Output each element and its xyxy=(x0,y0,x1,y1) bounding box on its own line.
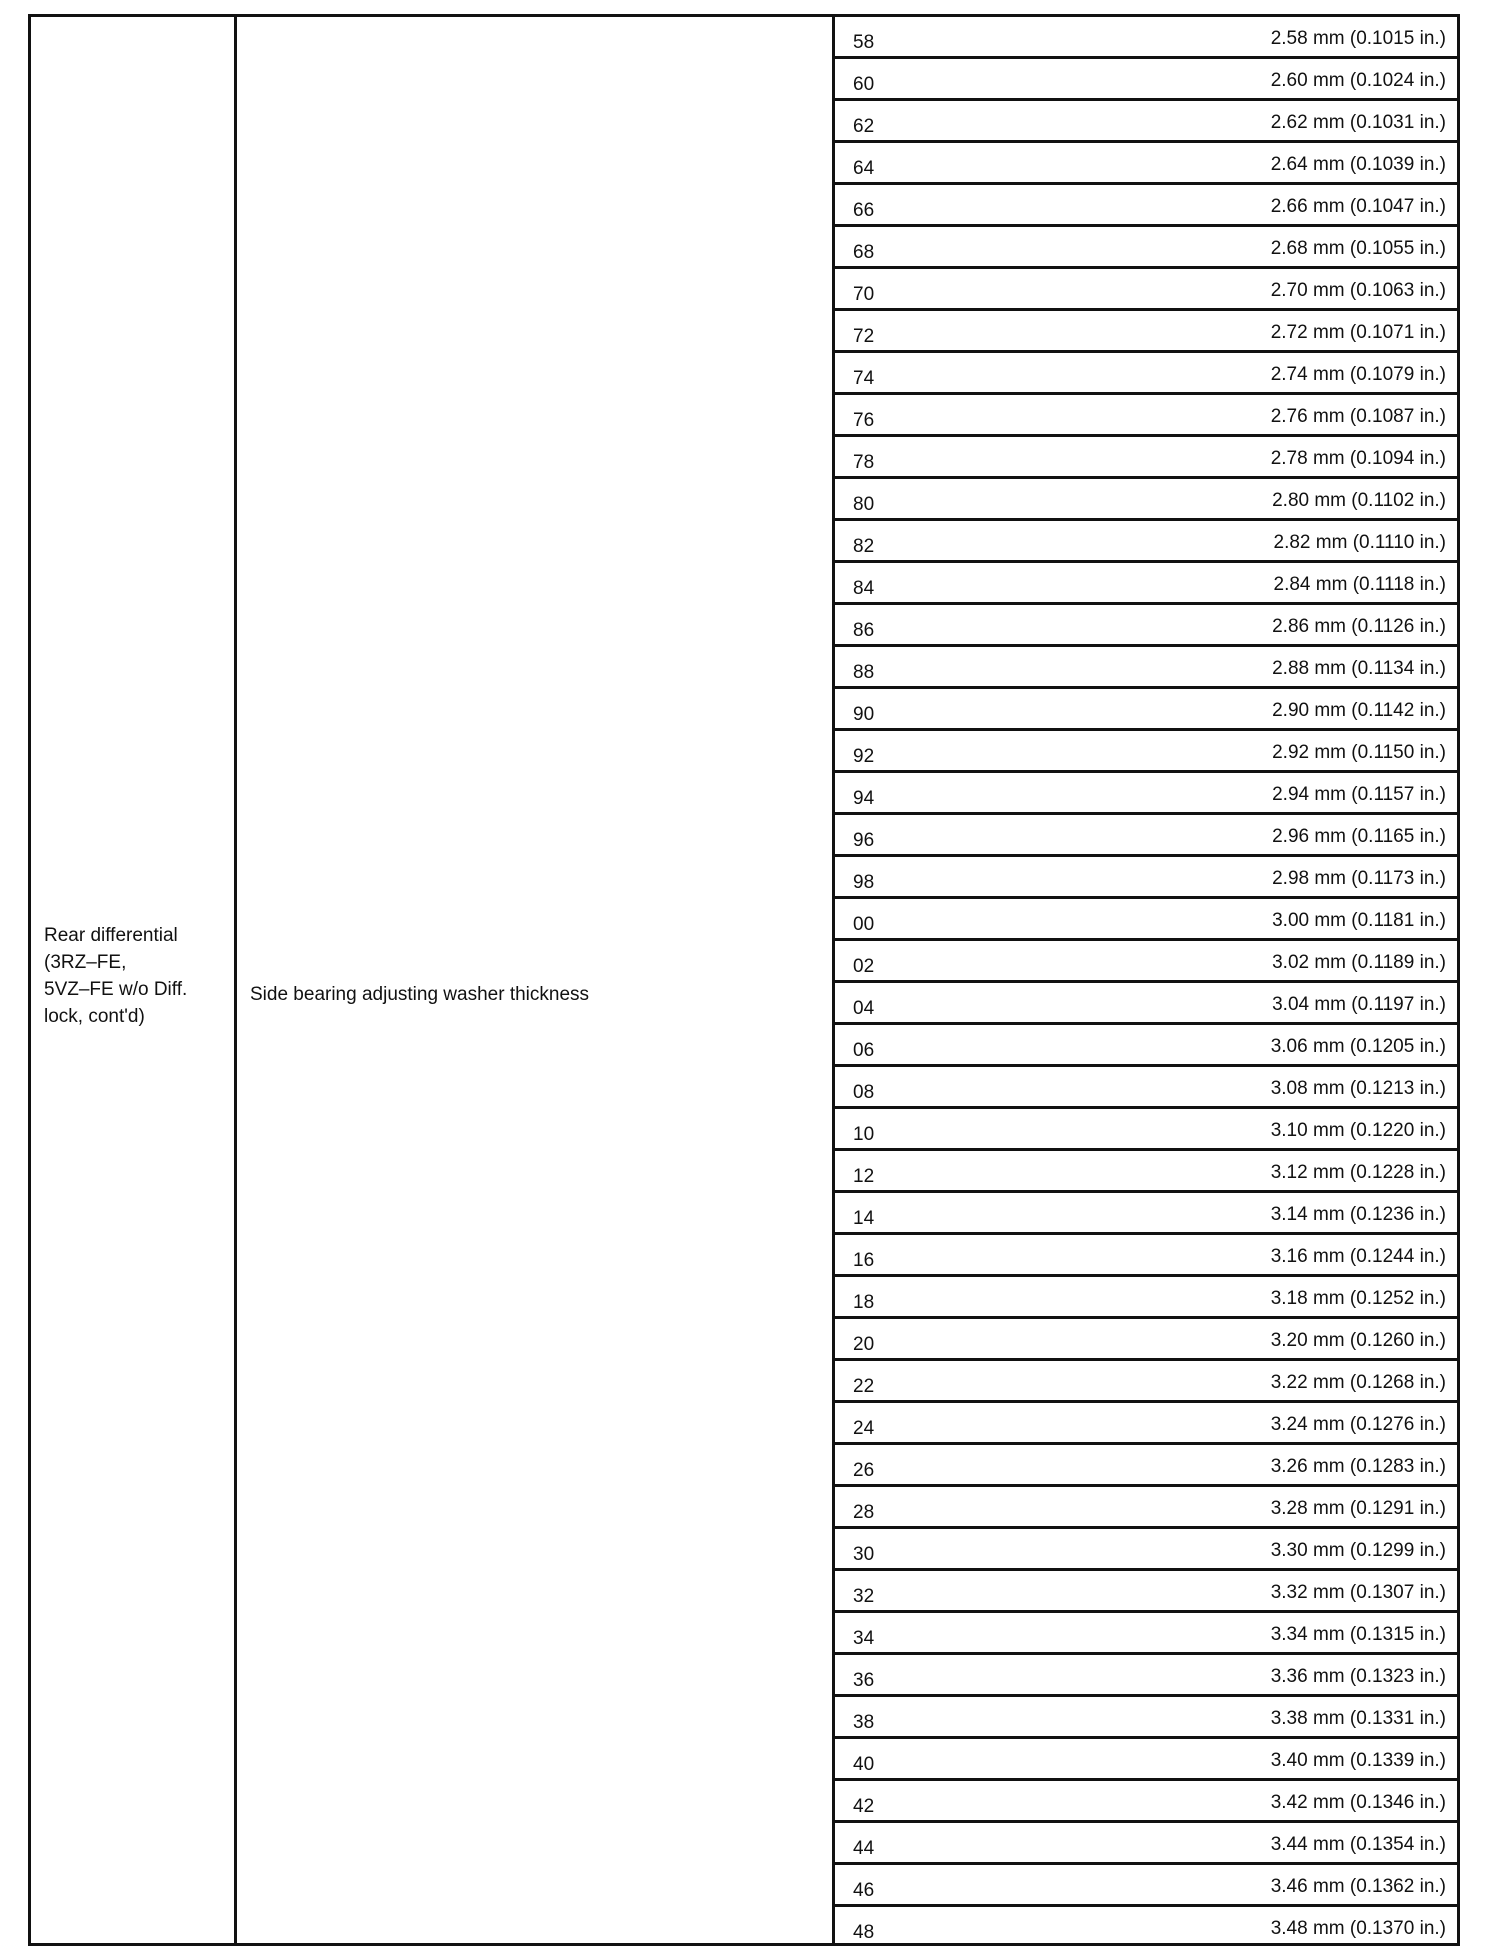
table-row xyxy=(832,1904,1460,1946)
washer-mark: 86 xyxy=(853,620,875,641)
table-row xyxy=(832,350,1460,392)
washer-mark: 36 xyxy=(853,1670,875,1691)
washer-mark: 68 xyxy=(853,242,875,263)
washer-mark: 16 xyxy=(853,1250,875,1271)
washer-thickness: 2.66 mm (0.1047 in.) xyxy=(1270,196,1446,217)
washer-mark: 70 xyxy=(853,284,875,305)
table-row xyxy=(832,896,1460,938)
washer-mark: 02 xyxy=(853,956,875,977)
table-row xyxy=(832,854,1460,896)
table-row xyxy=(832,56,1460,98)
washer-mark: 74 xyxy=(853,368,875,389)
washer-thickness: 3.10 mm (0.1220 in.) xyxy=(1270,1120,1446,1141)
washer-mark: 04 xyxy=(853,998,875,1019)
table-row xyxy=(832,1358,1460,1400)
table-row xyxy=(832,1106,1460,1148)
washer-mark: 84 xyxy=(853,578,875,599)
washer-mark: 88 xyxy=(853,662,875,683)
washer-thickness: 2.64 mm (0.1039 in.) xyxy=(1270,154,1446,175)
table-row xyxy=(832,1568,1460,1610)
washer-mark: 22 xyxy=(853,1376,875,1397)
table-row xyxy=(832,770,1460,812)
washer-thickness: 2.82 mm (0.1110 in.) xyxy=(1273,532,1446,553)
washer-mark: 78 xyxy=(853,452,875,473)
table-row xyxy=(832,980,1460,1022)
washer-mark: 96 xyxy=(853,830,875,851)
washer-mark: 82 xyxy=(853,536,875,557)
washer-thickness: 3.16 mm (0.1244 in.) xyxy=(1270,1246,1446,1267)
washer-thickness: 3.02 mm (0.1189 in.) xyxy=(1272,952,1446,973)
washer-thickness: 3.18 mm (0.1252 in.) xyxy=(1270,1288,1446,1309)
washer-thickness: 3.36 mm (0.1323 in.) xyxy=(1270,1666,1446,1687)
washer-mark: 18 xyxy=(853,1292,875,1313)
washer-thickness: 3.38 mm (0.1331 in.) xyxy=(1270,1708,1446,1729)
table-row xyxy=(832,602,1460,644)
washer-thickness: 3.28 mm (0.1291 in.) xyxy=(1270,1498,1446,1519)
table-row xyxy=(832,182,1460,224)
washer-thickness: 3.48 mm (0.1370 in.) xyxy=(1270,1918,1446,1939)
table-row xyxy=(832,1316,1460,1358)
washer-thickness: 3.46 mm (0.1362 in.) xyxy=(1270,1876,1446,1897)
table-row xyxy=(832,98,1460,140)
table-row xyxy=(832,1232,1460,1274)
washer-mark: 30 xyxy=(853,1544,875,1565)
washer-thickness: 2.84 mm (0.1118 in.) xyxy=(1273,574,1446,595)
table-row xyxy=(832,1400,1460,1442)
washer-thickness: 2.68 mm (0.1055 in.) xyxy=(1270,238,1446,259)
washer-mark: 10 xyxy=(853,1124,875,1145)
table-row xyxy=(832,644,1460,686)
washer-mark: 66 xyxy=(853,200,875,221)
washer-mark: 12 xyxy=(853,1166,875,1187)
washer-mark: 62 xyxy=(853,116,875,137)
table-row xyxy=(832,1652,1460,1694)
table-row xyxy=(832,1736,1460,1778)
washer-mark: 26 xyxy=(853,1460,875,1481)
washer-thickness: 3.08 mm (0.1213 in.) xyxy=(1270,1078,1446,1099)
table-row xyxy=(832,1526,1460,1568)
washer-thickness: 2.62 mm (0.1031 in.) xyxy=(1270,112,1446,133)
washer-thickness: 2.58 mm (0.1015 in.) xyxy=(1270,28,1446,49)
table-row xyxy=(832,728,1460,770)
table-row xyxy=(832,1442,1460,1484)
item-cell: Side bearing adjusting washer thickness xyxy=(250,984,590,1005)
washer-thickness: 2.60 mm (0.1024 in.) xyxy=(1270,70,1446,91)
washer-mark: 80 xyxy=(853,494,875,515)
table-row xyxy=(832,224,1460,266)
washer-thickness: 2.74 mm (0.1079 in.) xyxy=(1270,364,1446,385)
component-line: Rear differential xyxy=(44,925,178,946)
washer-mark: 94 xyxy=(853,788,875,809)
washer-mark: 28 xyxy=(853,1502,875,1523)
table-row xyxy=(832,140,1460,182)
table-row xyxy=(832,266,1460,308)
table-row xyxy=(832,560,1460,602)
table-row xyxy=(832,686,1460,728)
washer-mark: 20 xyxy=(853,1334,875,1355)
washer-thickness: 3.44 mm (0.1354 in.) xyxy=(1270,1834,1446,1855)
component-line: 5VZ–FE w/o Diff. xyxy=(44,979,188,1000)
washer-thickness: 2.80 mm (0.1102 in.) xyxy=(1272,490,1446,511)
washer-mark: 42 xyxy=(853,1796,875,1817)
washer-thickness: 3.32 mm (0.1307 in.) xyxy=(1270,1582,1446,1603)
washer-thickness: 2.76 mm (0.1087 in.) xyxy=(1270,406,1446,427)
washer-thickness: 2.70 mm (0.1063 in.) xyxy=(1270,280,1446,301)
table-row xyxy=(832,14,1460,56)
table-row xyxy=(832,812,1460,854)
washer-mark: 24 xyxy=(853,1418,875,1439)
component-line: (3RZ–FE, xyxy=(44,952,127,973)
washer-mark: 76 xyxy=(853,410,875,431)
washer-thickness: 3.24 mm (0.1276 in.) xyxy=(1270,1414,1446,1435)
table-row xyxy=(832,1064,1460,1106)
washer-thickness: 2.78 mm (0.1094 in.) xyxy=(1270,448,1446,469)
washer-thickness: 2.94 mm (0.1157 in.) xyxy=(1272,784,1446,805)
washer-mark: 58 xyxy=(853,32,875,53)
table-row xyxy=(832,434,1460,476)
washer-thickness: 3.40 mm (0.1339 in.) xyxy=(1270,1750,1446,1771)
washer-mark: 08 xyxy=(853,1082,875,1103)
washer-thickness: 3.14 mm (0.1236 in.) xyxy=(1270,1204,1446,1225)
table-row xyxy=(832,518,1460,560)
washer-mark: 90 xyxy=(853,704,875,725)
washer-thickness: 2.88 mm (0.1134 in.) xyxy=(1272,658,1446,679)
washer-mark: 64 xyxy=(853,158,875,179)
table-row xyxy=(832,1190,1460,1232)
washer-list xyxy=(832,14,1460,1946)
washer-mark: 38 xyxy=(853,1712,875,1733)
component-line: lock, cont'd) xyxy=(44,1006,145,1027)
washer-mark: 34 xyxy=(853,1628,875,1649)
washer-thickness: 2.92 mm (0.1150 in.) xyxy=(1272,742,1446,763)
table-row xyxy=(832,1022,1460,1064)
washer-mark: 44 xyxy=(853,1838,875,1859)
washer-mark: 46 xyxy=(853,1880,875,1901)
washer-mark: 92 xyxy=(853,746,875,767)
washer-mark: 06 xyxy=(853,1040,875,1061)
component-cell xyxy=(44,922,230,1030)
washer-thickness: 2.72 mm (0.1071 in.) xyxy=(1270,322,1446,343)
washer-thickness: 2.96 mm (0.1165 in.) xyxy=(1272,826,1446,847)
washer-mark: 98 xyxy=(853,872,875,893)
table-row xyxy=(832,392,1460,434)
washer-thickness: 2.86 mm (0.1126 in.) xyxy=(1272,616,1446,637)
washer-mark: 40 xyxy=(853,1754,875,1775)
washer-mark: 60 xyxy=(853,74,875,95)
washer-thickness: 3.26 mm (0.1283 in.) xyxy=(1270,1456,1446,1477)
washer-thickness: 3.06 mm (0.1205 in.) xyxy=(1270,1036,1446,1057)
washer-thickness: 3.12 mm (0.1228 in.) xyxy=(1270,1162,1446,1183)
table-row xyxy=(832,1610,1460,1652)
table-row xyxy=(832,1484,1460,1526)
table-row xyxy=(832,1820,1460,1862)
washer-mark: 48 xyxy=(853,1922,875,1943)
table-row xyxy=(832,1862,1460,1904)
washer-thickness: 3.30 mm (0.1299 in.) xyxy=(1270,1540,1446,1561)
table-row xyxy=(832,1148,1460,1190)
washer-mark: 72 xyxy=(853,326,875,347)
table-row xyxy=(832,1274,1460,1316)
washer-thickness: 3.00 mm (0.1181 in.) xyxy=(1272,910,1446,931)
table-row xyxy=(832,308,1460,350)
washer-thickness: 3.22 mm (0.1268 in.) xyxy=(1270,1372,1446,1393)
table-row xyxy=(832,938,1460,980)
washer-thickness: 3.20 mm (0.1260 in.) xyxy=(1270,1330,1446,1351)
washer-mark: 00 xyxy=(853,914,875,935)
washer-mark: 14 xyxy=(853,1208,875,1229)
column-divider xyxy=(234,14,237,1946)
washer-thickness: 3.04 mm (0.1197 in.) xyxy=(1272,994,1446,1015)
washer-mark: 32 xyxy=(853,1586,875,1607)
washer-thickness: 2.90 mm (0.1142 in.) xyxy=(1272,700,1446,721)
washer-thickness: 2.98 mm (0.1173 in.) xyxy=(1272,868,1446,889)
table-row xyxy=(832,476,1460,518)
washer-thickness: 3.34 mm (0.1315 in.) xyxy=(1270,1624,1446,1645)
table-row xyxy=(832,1694,1460,1736)
table-row xyxy=(832,1778,1460,1820)
washer-thickness: 3.42 mm (0.1346 in.) xyxy=(1270,1792,1446,1813)
